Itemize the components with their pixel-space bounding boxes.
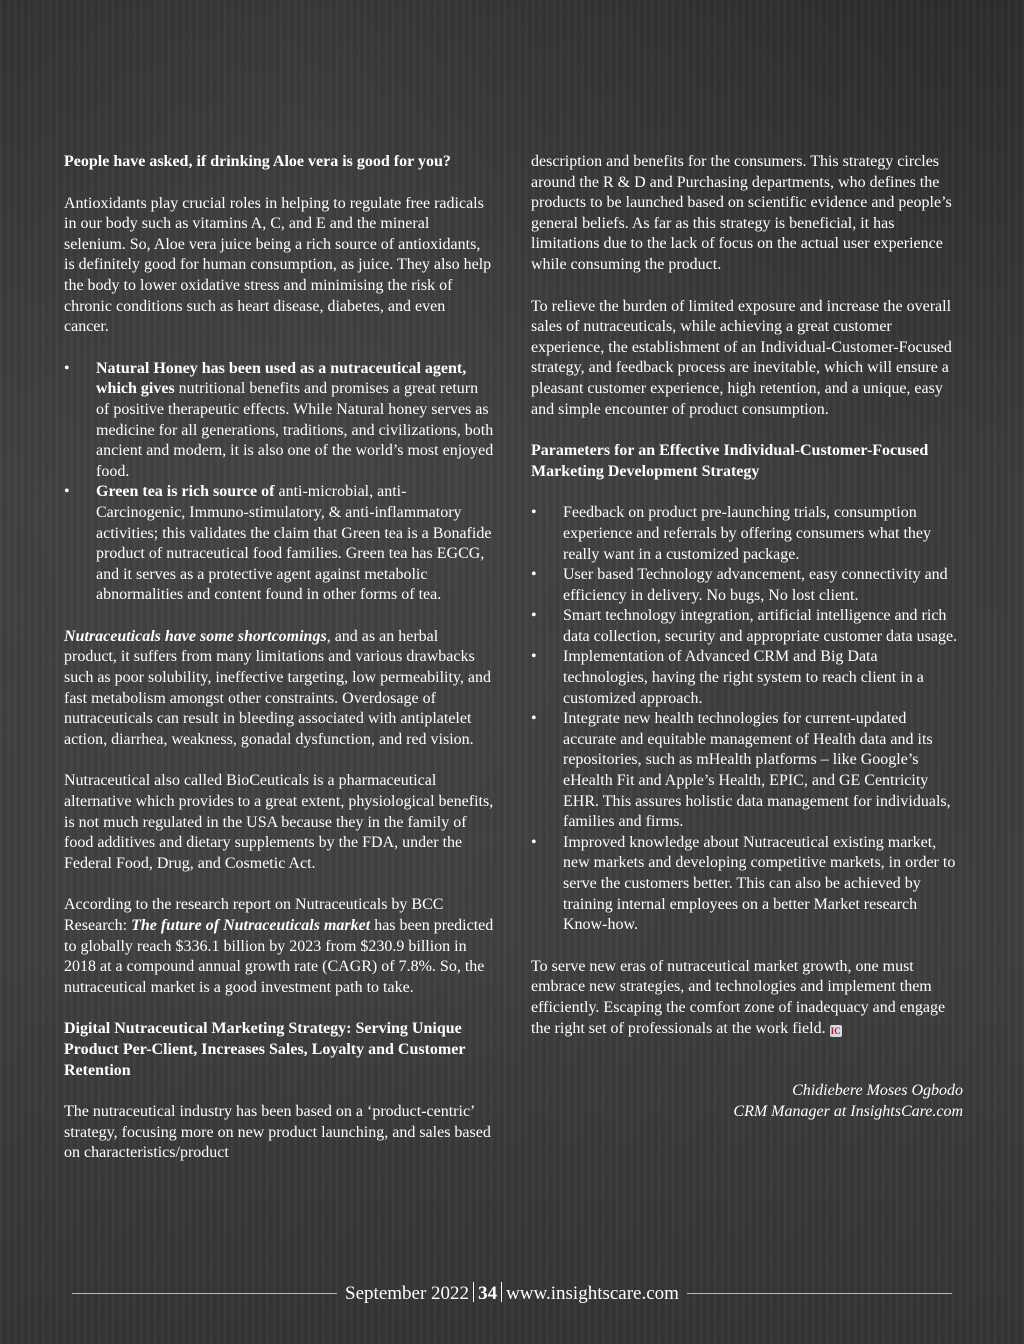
end-mark-icon: IC: [830, 1025, 841, 1036]
page-number: 34: [478, 1282, 498, 1304]
paragraph-shortcomings: [64, 627, 494, 751]
left-column: [64, 152, 494, 1185]
list-item: • Implementation of Advanced CRM and Big Data technologies, having the right system to reach client in a customized approach.: [531, 647, 963, 709]
list-item-green-tea: [64, 482, 494, 606]
bullet-bold-lead: Natural Honey has been used as a nutraceutical agent, which gives: [96, 359, 467, 398]
list-item: • Integrate new health technologies for current-updated accurate and equitable management of Health data and its repositories, such as mHealth platforms – like Google’s eHealth Fit and Apple’s Health, EPIC, and GE Centricity EHR. This assures holistic data management for individuals, families and firms.: [531, 709, 963, 833]
bullet-bold-lead: Green tea is rich source of: [96, 483, 275, 501]
bullet-text: anti-microbial, anti-Carcinogenic, Immuno-stimulatory, & anti-inflammatory activities; this validates the claim that Green tea is a Bonafide product of nutraceutical food families. Green tea has EGCG, and it serves as a protective agent against metabolic abnormalities and content found in other forms of tea.: [96, 483, 492, 604]
author-name: Chidiebere Moses Ogbodo: [792, 1082, 963, 1100]
footer-text: [337, 1282, 687, 1305]
bullet-list-nutraceutical-agents: [64, 359, 494, 606]
heading-parameters: Parameters for an Effective Individual-Customer-Focused Marketing Development Strategy: [531, 442, 929, 480]
list-item: • Improved knowledge about Nutraceutical existing market, new markets and developing competitive markets, in order to serve the customers better. This can also be achieved by training internal employees on a better Market research Know-how.: [531, 833, 963, 936]
author-signature: [531, 1081, 963, 1122]
shortcomings-text: , and as an herbal product, it suffers from many limitations and various drawbacks such as poor solubility, ineffective targeting, low permeability, and fast metabolism amongst other constraints. Overdosage of nutraceuticals can result in bleeding associated with antiplatelet action, diarrhea, weakness, gonadal dysfunction, and red vision.: [64, 627, 492, 748]
page-footer: [72, 1281, 952, 1305]
heading-aloe-vera: People have asked, if drinking Aloe vera is good for you?: [64, 153, 451, 170]
list-item: • User based Technology advancement, easy connectivity and efficiency in delivery. No bugs, No lost client.: [531, 565, 963, 606]
heading-digital-strategy: Digital Nutraceutical Marketing Strategy: Serving Unique Product Per-Client, Increases Sales, Loyalty and Customer Retention: [64, 1020, 466, 1079]
bullet-list-parameters: [531, 503, 963, 935]
paragraph-closing: [531, 957, 963, 1039]
list-item-honey: [64, 359, 494, 483]
footer-website: www.insightscare.com: [506, 1282, 679, 1304]
footer-month: September 2022: [345, 1282, 470, 1304]
list-item: • Smart technology integration, artificial intelligence and rich data collection, security and appropriate customer data usage.: [531, 606, 963, 647]
paragraph-antioxidants: Antioxidants play crucial roles in helping to regulate free radicals in our body such as vitamins A, C, and E and the mineral selenium. So, Aloe vera juice being a rich source of antioxidants, is definitely good for human consumption, as juice. They also help the body to lower oxidative stress and minimising the risk of chronic conditions such as heart disease, diabetes, and even cancer.: [64, 194, 492, 336]
footer-rule-left: [72, 1293, 337, 1294]
bullet-text: nutritional benefits and promises a great return of positive therapeutic effects. While Natural honey serves as medicine for all generations, traditions, and civilizations, both ancient and modern, it is also one of the world’s most enjoyed food.: [96, 380, 494, 480]
paragraph-continued: description and benefits for the consumers. This strategy circles around the R & D and Purchasing departments, who defines the products to be launched based on scientific evidence and people’s general beliefs. As far as this strategy is beneficial, it has limitations due to the lack of focus on the actual user experience while consuming the product.: [531, 153, 952, 273]
paragraph-bioceuticals: Nutraceutical also called BioCeuticals is a pharmaceutical alternative which provides to a great extent, physiological benefits, is not much regulated in the USA because they in the family of food additives and dietary supplements by the FDA, under the Federal Food, Drug, and Cosmetic Act.: [64, 772, 494, 872]
research-text: has been predicted to globally reach $336.1 billion by 2023 from $230.9 billion in 2018 at a compound annual growth rate (CAGR) of 7.8%. So, the nutraceutical market is a good investment path to take.: [64, 917, 494, 996]
paragraph-research: [64, 895, 494, 998]
paragraph-industry: The nutraceutical industry has been based on a ‘product-centric’ strategy, focusing more on new product launching, and sales based on characteristics/product: [64, 1103, 491, 1162]
shortcomings-lead: Nutraceuticals have some shortcomings: [64, 627, 327, 645]
research-emphasis: The future of Nutraceuticals market: [131, 917, 371, 934]
footer-separator: [501, 1282, 502, 1302]
closing-text: To serve new eras of nutraceutical market growth, one must embrace new strategies, and technologies and implement them efficiently. Escaping the comfort zone of inadequacy and engage the right set of professionals at the work field.: [531, 957, 946, 1037]
paragraph-relieve: To relieve the burden of limited exposure and increase the overall sales of nutraceuticals, while achieving a great customer experience, the establishment of an Individual-Customer-Focused strategy, and feedback process are inevitable, which will ensure a pleasant customer experience, high retention, and a unique, easy and simple encounter of product consumption.: [531, 297, 952, 418]
author-title: CRM Manager at InsightsCare.com: [733, 1102, 963, 1120]
list-item: • Feedback on product pre-launching trials, consumption experience and referrals by offering consumers what they really want in a customized package.: [531, 503, 963, 565]
footer-rule-right: [687, 1293, 952, 1294]
footer-separator: [473, 1282, 474, 1302]
research-intro: According to the research report on Nutraceuticals by BCC Research:: [64, 896, 444, 934]
right-column: [531, 152, 963, 1122]
